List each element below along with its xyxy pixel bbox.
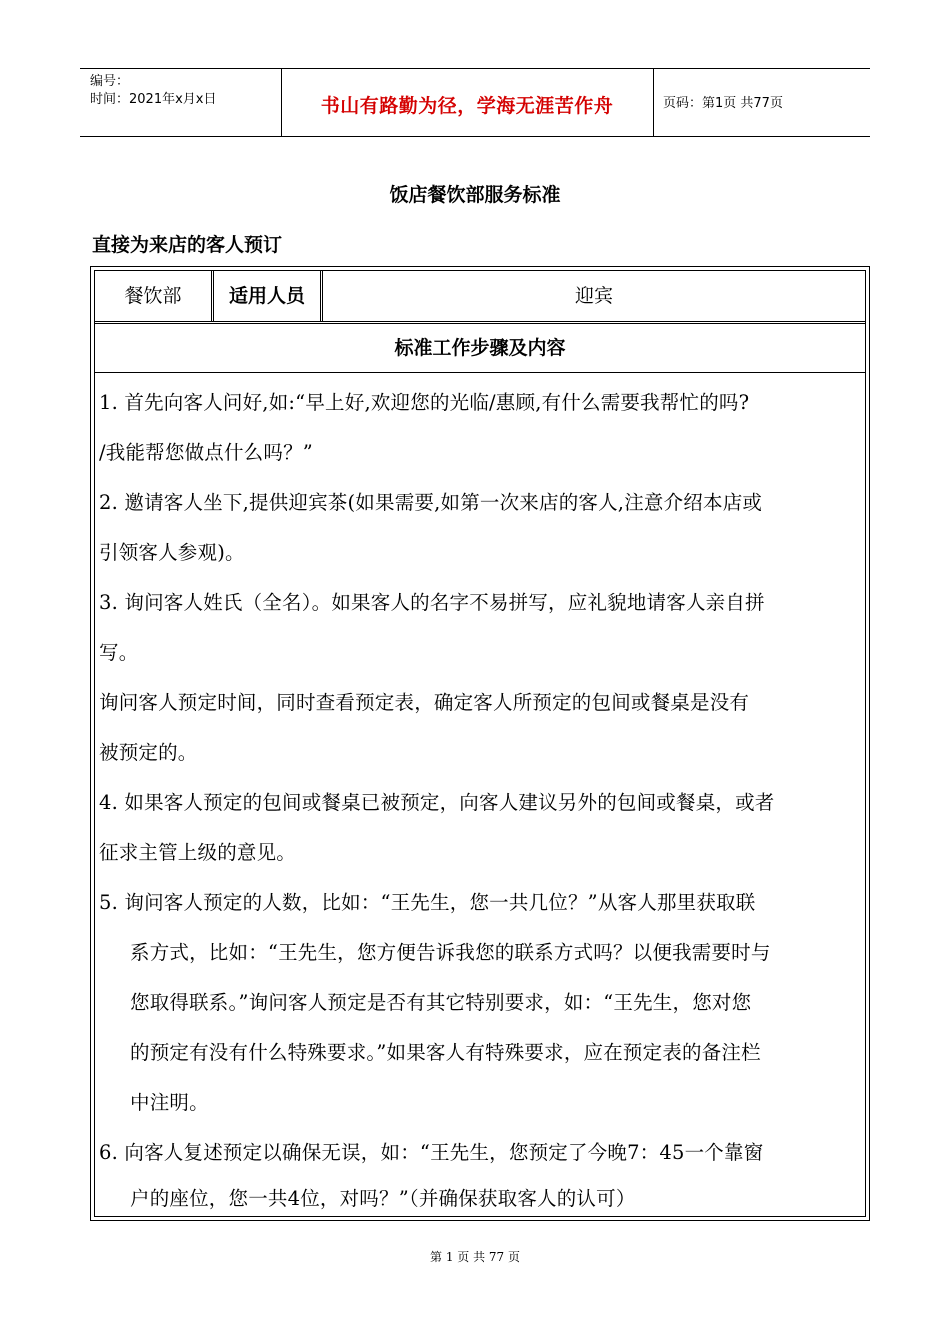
step-line: 5. 询问客人预定的人数，比如：“王先生，您一共几位？”从客人那里获取联 (99, 891, 756, 914)
step-line: 征求主管上级的意见。 (99, 841, 297, 864)
table-header-row (95, 271, 865, 324)
department-cell: 餐饮部 (95, 271, 214, 321)
standards-table (90, 266, 870, 1221)
steps-heading: 标准工作步骤及内容 (95, 324, 865, 373)
header-motto: 书山有路勤为径，学海无涯苦作舟 (320, 95, 614, 117)
step-line: 系方式，比如：“王先生，您方便告诉我您的联系方式吗？以便我需要时与 (130, 941, 771, 964)
header-page-info: 页码：第1页 共77页 (663, 96, 783, 111)
doc-time-label: 时间：2021年x月x日 (90, 92, 217, 107)
step-line: 2. 邀请客人坐下,提供迎宾茶(如果需要,如第一次来店的客人,注意介绍本店或 (99, 491, 763, 514)
page-header (80, 68, 870, 137)
step-line: 的预定有没有什么特殊要求。”如果客人有特殊要求，应在预定表的备注栏 (130, 1041, 761, 1064)
applicable-value-cell: 迎宾 (574, 285, 613, 307)
section-title: 直接为来店的客人预订 (92, 234, 283, 256)
header-meta-cell (80, 69, 282, 136)
step-line: 您取得联系。”询问客人预定是否有其它特别要求，如：“王先生，您对您 (130, 991, 752, 1014)
step-line: 引领客人参观)。 (99, 541, 245, 564)
step-line: 询问客人预定时间，同时查看预定表，确定客人所预定的包间或餐桌是没有 (99, 691, 750, 714)
page-footer: 第 1 页 共 77 页 (430, 1250, 520, 1264)
header-page-cell (653, 69, 870, 136)
header-motto-cell (281, 69, 654, 136)
step-line: 中注明。 (130, 1091, 209, 1114)
step-line: 3. 询问客人姓氏（全名）。如果客人的名字不易拼写，应礼貌地请客人亲自拼 (99, 591, 765, 614)
step-line: 户的座位，您一共4位，对吗？”（并确保获取客人的认可） (130, 1187, 636, 1210)
step-line: 被预定的。 (99, 741, 198, 764)
step-line: 1. 首先向客人问好,如:“早上好,欢迎您的光临/惠顾,有什么需要我帮忙的吗? (99, 391, 750, 414)
step-line: 6. 向客人复述预定以确保无误，如：“王先生，您预定了今晚7：45一个靠窗 (99, 1141, 764, 1164)
document-title: 饭店餐饮部服务标准 (389, 184, 561, 206)
standards-table-inner (94, 270, 866, 1217)
step-line: 4. 如果客人预定的包间或餐桌已被预定，向客人建议另外的包间或餐桌，或者 (99, 791, 775, 814)
step-line: /我能帮您做点什么吗？” (99, 441, 313, 464)
step-line: 写。 (99, 641, 139, 664)
applicable-label-cell: 适用人员 (214, 271, 323, 321)
doc-number-label: 编号： (90, 74, 130, 89)
